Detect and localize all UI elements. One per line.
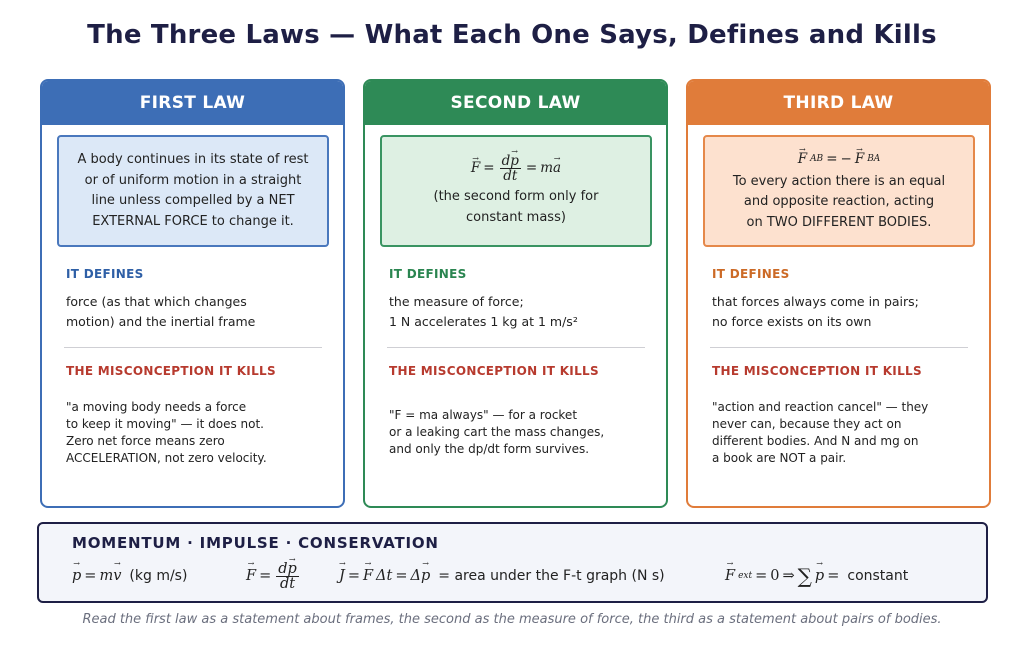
impulse-formula: → J = → F Δt = Δ→ p = area under the F-t graph (N s) xyxy=(339,560,665,592)
first-law-card xyxy=(40,79,345,508)
third-law-kills-text: "action and reaction cancel" — they never can, because they act on different bodies. And N and mg on a book are NOT a pair. xyxy=(712,400,929,465)
footer-note: Read the first law as a statement about frames, the second as the measure of force, the third as a statement about pairs of bodies. xyxy=(82,612,942,627)
third-law-kills-label: THE MISCONCEPTION IT KILLS xyxy=(712,364,922,378)
second-law-card xyxy=(363,79,668,508)
second-law-formula-box xyxy=(380,135,652,247)
first-law-defines-label: IT DEFINES xyxy=(66,267,144,281)
force-rate-formula: → F = $\frac{d\to p}{dt}$ xyxy=(246,560,301,592)
second-law-header: SECOND LAW xyxy=(365,81,666,125)
first-law-divider xyxy=(64,347,322,348)
second-law-kills-text: "F = ma always" — for a rocket or a leaking cart the mass changes, and only the dp/dt form survives. xyxy=(389,408,605,456)
momentum-panel xyxy=(37,522,988,603)
second-law-note: (the second form only for constant mass) xyxy=(433,189,599,225)
second-law-defines-label: IT DEFINES xyxy=(389,267,467,281)
third-law-statement-box xyxy=(703,135,975,247)
first-law-kills-label: THE MISCONCEPTION IT KILLS xyxy=(66,364,276,378)
first-law-statement-box xyxy=(57,135,329,247)
second-law-divider xyxy=(387,347,645,348)
conservation-description: constant xyxy=(847,568,909,584)
first-law-header: FIRST LAW xyxy=(42,81,343,125)
second-law-defines-text: the measure of force; 1 N accelerates 1 kg at 1 m/s² xyxy=(389,294,578,329)
first-law-defines-text: force (as that which changes motion) and the inertial frame xyxy=(66,294,256,329)
momentum-definition: → p = m→ v (kg m/s) xyxy=(72,560,187,592)
third-law-defines-label: IT DEFINES xyxy=(712,267,790,281)
impulse-description: = area under the F-t graph (N s) xyxy=(438,568,665,584)
third-law-divider xyxy=(710,347,968,348)
third-law-header: THIRD LAW xyxy=(688,81,989,125)
first-law-kills-text: "a moving body needs a force to keep it moving" — it does not. Zero net force means zero ACCELERATION, not zero velocity. xyxy=(66,400,267,465)
page-title: The Three Laws — What Each One Says, Defines and Kills xyxy=(87,20,937,50)
second-law-formula: → F = $\frac{d\to p}{dt}$ = m→ a xyxy=(471,154,561,183)
conservation-formula: → F ext = 0 ⇒ ∑ → p = constant xyxy=(725,560,908,592)
third-law-card xyxy=(686,79,991,508)
third-law-formula: → F AB = − → F BA xyxy=(798,149,881,170)
third-law-defines-text: that forces always come in pairs; no force exists on its own xyxy=(712,294,919,329)
second-law-kills-label: THE MISCONCEPTION IT KILLS xyxy=(389,364,599,378)
momentum-header: MOMENTUM · IMPULSE · CONSERVATION xyxy=(72,534,439,552)
momentum-unit: (kg m/s) xyxy=(129,568,188,584)
first-law-statement: A body continues in its state of rest or of uniform motion in a straight line unless compelled by a NET EXTERNAL FORCE to change it. xyxy=(77,152,309,229)
third-law-statement: To every action there is an equal and opposite reaction, acting on TWO DIFFERENT BODIES. xyxy=(732,173,946,230)
